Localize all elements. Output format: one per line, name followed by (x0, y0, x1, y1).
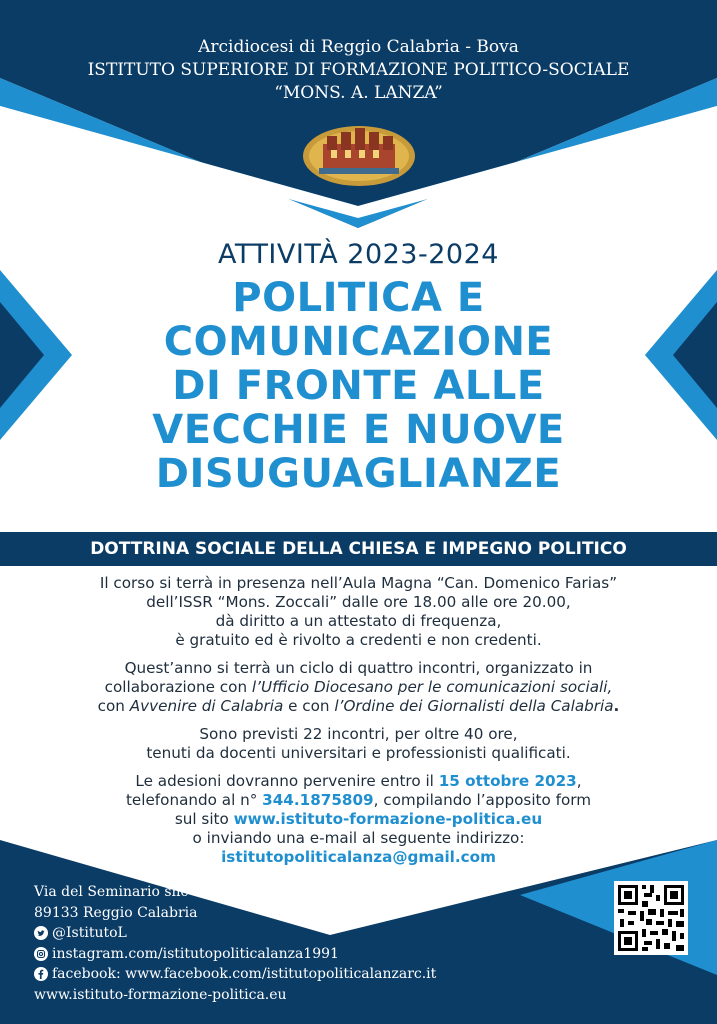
title-line: VECCHIE E NUOVE (152, 407, 565, 453)
phone-number-link[interactable]: 344.1875809 (262, 791, 374, 809)
facebook-row[interactable] (34, 964, 436, 985)
instagram-icon (34, 947, 48, 961)
institute-logo-icon (301, 118, 417, 190)
text-line: tenuti da docenti universitari e professionisti qualificati. (146, 744, 571, 762)
top-navy-banner (0, 0, 717, 228)
title-line: DISUGUAGLIANZE (155, 451, 562, 497)
title-line: DI FRONTE ALLE (172, 363, 545, 409)
text-line: Sono previsti 22 incontri, per oltre 40 ore, (199, 725, 518, 743)
section-band: DOTTRINA SOCIALE DELLA CHIESA E IMPEGNO POLITICO (0, 532, 717, 566)
facebook-url: facebook: www.facebook.com/istitutopoliticalanzarc.it (52, 966, 437, 982)
title-line: COMUNICAZIONE (163, 319, 554, 365)
footer-contacts (34, 882, 436, 1005)
newspaper-name: Avvenire di Calabria (129, 697, 284, 715)
activity-years: ATTIVITÀ 2023-2024 (218, 239, 499, 270)
enrollment-paragraph (30, 772, 687, 867)
text-line: Quest’anno si terrà un ciclo di quattro incontri, organizzato in (124, 659, 593, 677)
text-line: dell’ISSR “Mons. Zoccali” dalle ore 18.00 alle ore 20.00, (146, 593, 571, 611)
header (0, 36, 717, 105)
course-info-paragraph (30, 574, 687, 650)
text-fragment: telefonando al n° (125, 791, 263, 809)
twitter-icon (34, 926, 48, 940)
journalists-order-name: l’Ordine dei Giornalisti della Calabria (334, 697, 614, 715)
text-fragment: sul sito (174, 810, 234, 828)
text-fragment: Le adesioni dovranno pervenire entro il (135, 772, 439, 790)
twitter-handle: @IstitutoL (52, 925, 127, 941)
instagram-row[interactable] (34, 944, 436, 965)
cycle-paragraph (30, 659, 687, 716)
text-line: o inviando una e-mail al seguente indirizzo: (192, 829, 525, 847)
email-link[interactable]: istitutopoliticalanza@gmail.com (221, 848, 496, 866)
address-line: Via del Seminario snc (34, 884, 189, 900)
text-fragment: e con (283, 697, 335, 715)
text-fragment: , (576, 772, 582, 790)
website-link[interactable]: www.istituto-formazione-politica.eu (233, 810, 543, 828)
header-diocese: Arcidiocesi di Reggio Calabria - Bova (198, 37, 519, 57)
twitter-row[interactable] (34, 923, 436, 944)
meetings-paragraph (30, 725, 687, 763)
text-line: è gratuito ed è rivolto a credenti e non credenti. (175, 631, 542, 649)
header-institute-name: “MONS. A. LANZA” (274, 83, 443, 103)
office-name: l’Ufficio Diocesano per le comunicazioni sociali, (251, 678, 613, 696)
text-line: Il corso si terrà in presenza nell’Aula Magna “Can. Domenico Farias” (99, 574, 618, 592)
text-line: dà diritto a un attestato di frequenza, (215, 612, 502, 630)
text-fragment: collaborazione con (104, 678, 252, 696)
text-fragment: . (613, 697, 620, 715)
footer-website-link[interactable]: www.istituto-formazione-politica.eu (34, 986, 287, 1003)
main-title (0, 276, 717, 496)
title-line: POLITICA E (232, 275, 485, 321)
qr-code-icon[interactable] (614, 881, 688, 955)
deadline-date: 15 ottobre 2023 (438, 772, 577, 790)
instagram-url: instagram.com/istitutopoliticalanza1991 (52, 945, 339, 962)
header-institute: ISTITUTO SUPERIORE DI FORMAZIONE POLITICO-SOCIALE (87, 60, 630, 80)
text-fragment: , compilando l’apposito form (373, 791, 592, 809)
address-city: 89133 Reggio Calabria (34, 904, 198, 921)
course-description (30, 574, 687, 876)
text-fragment: con (97, 697, 130, 715)
facebook-icon (34, 967, 48, 981)
